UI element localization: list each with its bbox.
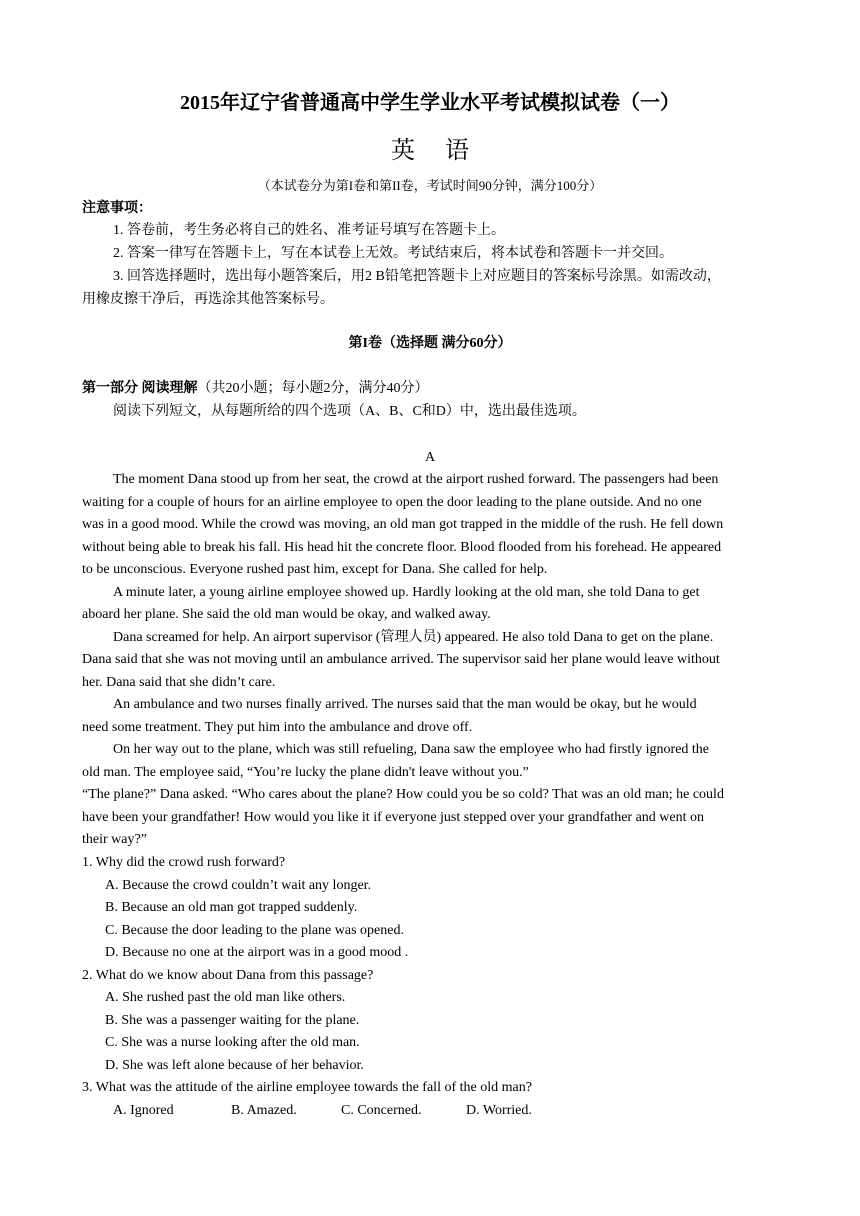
passage-line: Dana screamed for help. An airport supervisor (管理人员) appeared. He also told Dana to get on the plane. bbox=[113, 630, 714, 645]
question-2-option-a: A. She rushed past the old man like others. bbox=[105, 990, 346, 1005]
passage-line: have been your grandfather! How would you like it if everyone just stepped over your grandfather and went on bbox=[82, 810, 705, 825]
question-2-stem: 2. What do we know about Dana from this passage? bbox=[82, 968, 374, 983]
passage-label: A bbox=[424, 450, 436, 465]
question-1-option-b: B. Because an old man got trapped suddenly. bbox=[105, 900, 358, 915]
passage-line: aboard her plane. She said the old man would be okay, and walked away. bbox=[82, 607, 491, 622]
question-1-stem: 1. Why did the crowd rush forward? bbox=[82, 855, 286, 870]
notice-item-1: 1. 答卷前，考生务必将自己的姓名、准考证号填写在答题卡上。 bbox=[113, 223, 505, 238]
exam-title: 2015年辽宁省普通高中学生学业水平考试模拟试卷（一） bbox=[180, 92, 680, 114]
passage-line: On her way out to the plane, which was still refueling, Dana saw the employee who had firstly ignored the bbox=[113, 742, 710, 757]
notice-heading: 注意事项： bbox=[82, 201, 152, 216]
question-1-option-c: C. Because the door leading to the plane was opened. bbox=[105, 923, 404, 938]
question-3-option-d: D. Worried. bbox=[466, 1103, 532, 1118]
part-heading bbox=[82, 378, 782, 400]
part-instruction: 阅读下列短文，从每题所给的四个选项（A、B、C和D）中，选出最佳选项。 bbox=[113, 404, 586, 419]
question-3-option-b: B. Amazed. bbox=[231, 1103, 297, 1118]
exam-subtitle: （本试卷分为第I卷和第II卷，考试时间90分钟，满分100分） bbox=[257, 178, 603, 193]
passage-line: to be unconscious. Everyone rushed past him, except for Dana. She called for help. bbox=[82, 562, 548, 577]
question-2-option-d: D. She was left alone because of her behavior. bbox=[105, 1058, 364, 1073]
notice-item-2: 2. 答案一律写在答题卡上，写在本试卷上无效。考试结束后，将本试卷和答题卡一并交回。 bbox=[113, 246, 673, 261]
passage-line: her. Dana said that she didn’t care. bbox=[82, 675, 276, 690]
question-2-option-c: C. She was a nurse looking after the old man. bbox=[105, 1035, 360, 1050]
section-heading: 第I卷（选择题 满分60分） bbox=[348, 336, 512, 351]
passage-line: “The plane?” Dana asked. “Who cares about the plane? How could you be so cold? That was an old man; he could bbox=[82, 787, 724, 802]
passage-line: A minute later, a young airline employee showed up. Hardly looking at the old man, she told Dana to get bbox=[113, 585, 700, 600]
passage-line: without being able to break his fall. His head hit the concrete floor. Blood flooded from his forehead. He appeared bbox=[82, 540, 722, 555]
question-3-option-c: C. Concerned. bbox=[341, 1103, 422, 1118]
passage-line: Dana said that she was not moving until an ambulance arrived. The supervisor said her plane would leave without bbox=[82, 652, 720, 667]
passage-line: old man. The employee said, “You’re lucky the plane didn't leave without you.” bbox=[82, 765, 529, 780]
subject-char-2: 语 bbox=[445, 138, 469, 164]
passage-line: was in a good mood. While the crowd was moving, an old man got trapped in the middle of the rush. He fell down bbox=[82, 517, 724, 532]
passage-line: The moment Dana stood up from her seat, the crowd at the airport rushed forward. The passengers had been bbox=[113, 472, 719, 487]
passage-line: need some treatment. They put him into the ambulance and drove off. bbox=[82, 720, 473, 735]
question-1-option-d: D. Because no one at the airport was in a good mood . bbox=[105, 945, 409, 960]
passage-line: their way?” bbox=[82, 832, 147, 847]
part-heading-label: 第一部分 阅读理解 bbox=[82, 381, 198, 396]
subject-char-1: 英 bbox=[391, 138, 415, 164]
question-3-option-a: A. Ignored bbox=[113, 1103, 174, 1118]
question-1-option-a: A. Because the crowd couldn’t wait any longer. bbox=[105, 878, 372, 893]
subject-heading bbox=[0, 136, 860, 166]
notice-item-3: 3. 回答选择题时，选出每小题答案后，用2 B铅笔把答题卡上对应题目的答案标号涂黑。如需改动， bbox=[113, 269, 721, 284]
notice-item-3-cont: 用橡皮擦干净后，再选涂其他答案标号。 bbox=[82, 292, 334, 307]
question-3-stem: 3. What was the attitude of the airline employee towards the fall of the old man? bbox=[82, 1080, 532, 1095]
question-3-options bbox=[0, 1100, 860, 1122]
part-heading-detail: （共20小题；每小题2分，满分40分） bbox=[197, 381, 429, 396]
question-2-option-b: B. She was a passenger waiting for the plane. bbox=[105, 1013, 360, 1028]
passage-line: waiting for a couple of hours for an airline employee to open the door leading to the plane outside. And no one bbox=[82, 495, 702, 510]
passage-line: An ambulance and two nurses finally arrived. The nurses said that the man would be okay, but he would bbox=[113, 697, 697, 712]
